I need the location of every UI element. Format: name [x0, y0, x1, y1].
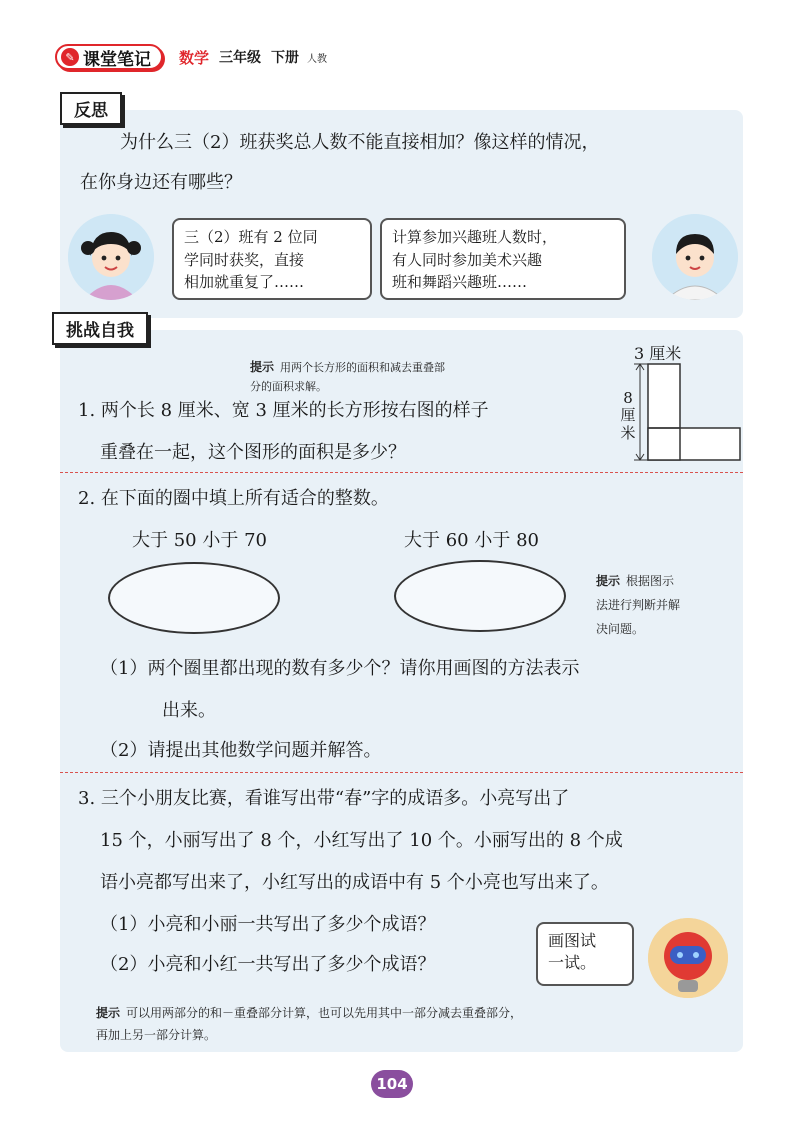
boy-bubble-line: 计算参加兴趣班人数时，: [392, 228, 558, 246]
q2-sub1-line1: （1）两个圈里都出现的数有多少个？请你用画图的方法表示: [100, 658, 580, 679]
hint-label: 提示: [596, 574, 621, 588]
reflection-tag: 反思: [60, 92, 122, 125]
boy-speech-bubble: [380, 218, 626, 300]
q2-hint-line2: 法进行判断并解: [596, 598, 681, 612]
hint-label: 提示: [96, 1006, 121, 1020]
girl-illustration: [68, 214, 154, 300]
q3-sub2: （2）小亮和小红一共写出了多少个成语？: [100, 954, 436, 975]
boy-avatar: [652, 214, 738, 300]
q3-sub1: （1）小亮和小丽一共写出了多少个成语？: [100, 914, 436, 935]
figure-height-label: 8 厘米: [618, 390, 638, 442]
q3-line2: 15 个，小丽写出了 8 个，小红写出了 10 个。小丽写出的 8 个成: [100, 830, 623, 851]
boy-illustration: [652, 214, 738, 300]
q1-line2: 重叠在一起，这个图形的面积是多少？: [100, 442, 406, 463]
divider-1: [60, 472, 743, 473]
circle1-label: 大于 50 小于 70: [132, 530, 267, 551]
boy-bubble-line: 有人同时参加美术兴趣: [392, 250, 543, 269]
answer-circle-2[interactable]: [394, 560, 566, 632]
q3-hint-text: 可以用两部分的和－重叠部分计算，也可以先用其中一部分减去重叠部分，: [126, 1006, 523, 1020]
girl-bubble-line: 三（2）班有 2 位同: [184, 228, 318, 246]
brand-name: 课堂笔记: [83, 49, 151, 70]
girl-bubble-line: 学同时获奖，直接: [184, 250, 305, 269]
grade-label: 三年级: [219, 50, 262, 66]
q2-sub1-line2: 出来。: [162, 700, 216, 721]
figure-width-label: 3 厘米: [634, 344, 682, 363]
girl-avatar: [68, 214, 154, 300]
subject-label: 数学: [179, 48, 210, 67]
q2-hint-line1: [596, 572, 674, 589]
publisher-label: 人教: [307, 53, 328, 65]
boy-bubble-line: 班和舞蹈兴趣班……: [392, 273, 528, 291]
q3-line1: 3. 三个小朋友比赛，看谁写出带“春”字的成语多。小亮写出了: [78, 788, 570, 809]
circle2-label: 大于 60 小于 80: [404, 530, 539, 551]
q2-sub2: （2）请提出其他数学问题并解答。: [100, 740, 382, 761]
q2-line1: 2. 在下面的圈中填上所有适合的整数。: [78, 488, 389, 509]
girl-bubble-line: 相加就重复了……: [184, 273, 305, 291]
answer-circle-1[interactable]: [108, 562, 280, 634]
hint-label: 提示: [250, 360, 275, 374]
robot-illustration: [648, 918, 728, 998]
girl-speech-bubble: [172, 218, 372, 300]
q1-line1: 1. 两个长 8 厘米、宽 3 厘米的长方形按右图的样子: [78, 400, 489, 421]
q2-hint-line3: 决问题。: [596, 622, 645, 636]
reflection-question-line2: 在你身边还有哪些？: [80, 172, 242, 193]
q1-hint-line1: [250, 358, 445, 375]
robot-bubble-line: 画图试: [548, 931, 597, 950]
term-label: 下册: [271, 50, 300, 66]
robot-speech-bubble: [536, 922, 634, 986]
q3-hint-line2: 再加上另一部分计算。: [96, 1028, 217, 1042]
page-number: 104: [371, 1070, 413, 1098]
brand-logo: [55, 44, 163, 70]
robot-avatar: [648, 918, 728, 998]
q3-line3: 语小亮都写出来了，小红写出的成语中有 5 个小亮也写出来了。: [100, 872, 609, 893]
divider-2: [60, 772, 743, 773]
q3-hint-line1: [96, 1004, 522, 1021]
pen-icon: ✎: [61, 48, 79, 66]
q1-hint-text: 用两个长方形的面积和减去重叠部: [280, 361, 446, 374]
reflection-question-line1: 为什么三（2）班获奖总人数不能直接相加？像这样的情况，: [120, 132, 600, 153]
robot-bubble-line: 一试。: [548, 952, 597, 972]
q2-hint-text: 根据图示: [626, 574, 675, 588]
q1-hint-line2: 分的面积求解。: [250, 380, 327, 393]
page-header: [55, 42, 327, 72]
challenge-tag: 挑战自我: [52, 312, 148, 345]
